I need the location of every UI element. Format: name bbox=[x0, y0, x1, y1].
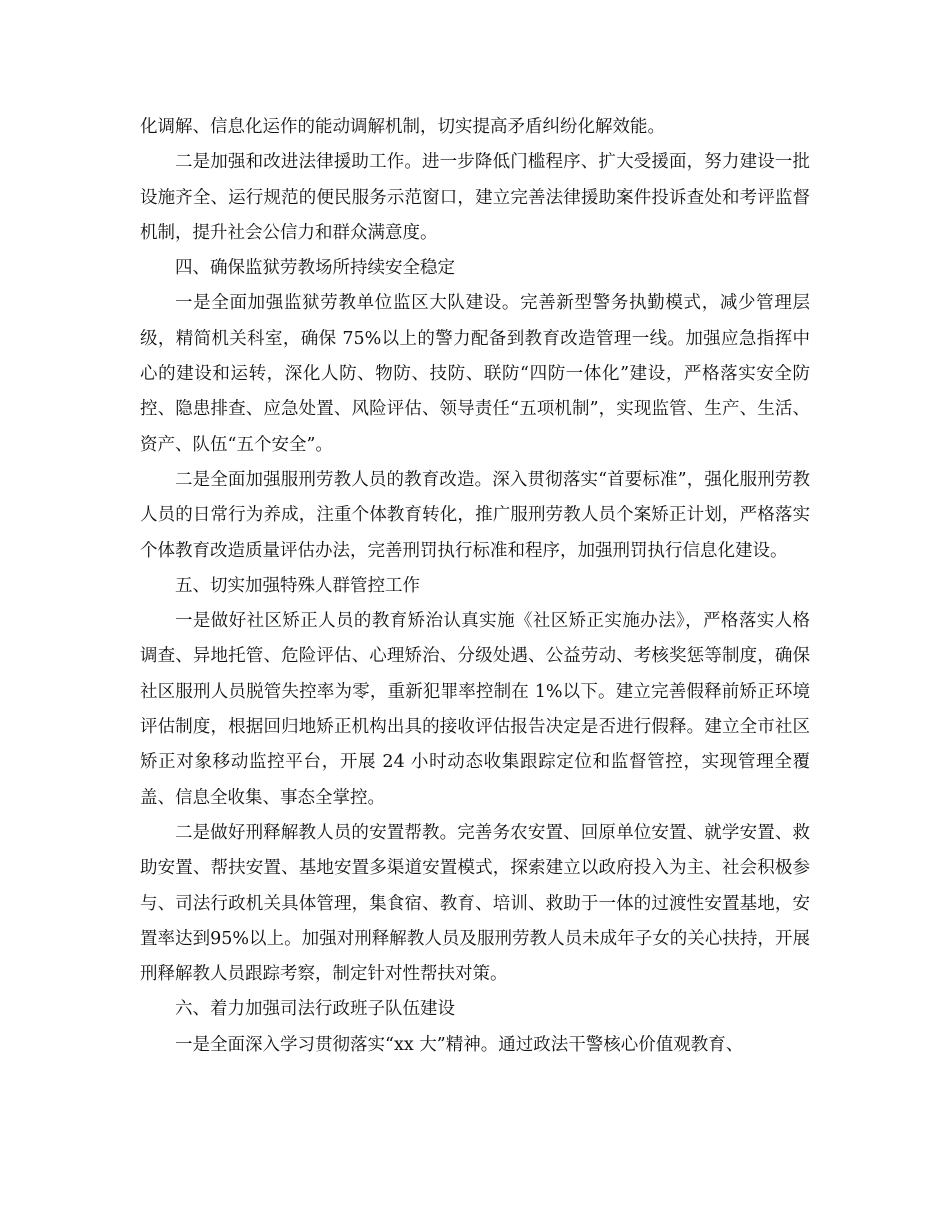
paragraph-community-correction: 一是做好社区矫正人员的教育矫治认真实施《社区矫正实施办法》，严格落实人格调查、异地托管、危险评估、心理矫治、分级处遇、公益劳动、考核奖惩等制度，确保社区服刑人员脱管失控率为零，重新犯罪率控制在 1%以下。建立完善假释前矫正环境评估制度，根据回归地矫正机构出具的接收评估报告决定是否进行假释。建立全市社区矫正对象移动监控平台，开展 24 小时动态收集跟踪定位和监督管控，实现管理全覆盖、信息全收集、事态全掌控。 bbox=[140, 611, 810, 808]
paragraph-prison-construction: 一是全面加强监狱劳教单位监区大队建设。完善新型警务执勤模式，减少管理层级，精简机关科室，确保 75%以上的警力配备到教育改造管理一线。加强应急指挥中心的建设和运转，深化人防、物防、技防、联防“四防一体化”建设，严格落实安全防控、隐患排查、应急处置、风险评估、领导责任“五项机制”，实现监管、生产、生活、资产、队伍“五个安全”。 bbox=[140, 293, 810, 455]
section-heading-special-groups: 五、切实加强特殊人群管控工作 bbox=[175, 575, 420, 596]
document-body bbox=[140, 110, 810, 1063]
paragraph-education-reform: 二是全面加强服刑劳教人员的教育改造。深入贯彻落实“首要标准”，强化服刑劳教人员的日常行为养成，注重个体教育转化，推广服刑劳教人员个案矫正计划，严格落实个体教育改造质量评估办法，完善刑罚执行标准和程序，加强刑罚执行信息化建设。 bbox=[140, 469, 810, 561]
paragraph-resettlement: 二是做好刑释解教人员的安置帮教。完善务农安置、回原单位安置、就学安置、救助安置、帮扶安置、基地安置多渠道安置模式，探索建立以政府投入为主、社会积极参与、司法行政机关具体管理，集食宿、教育、培训、救助于一体的过渡性安置基地，安置率达到95%以上。加强对刑释解教人员及服刑劳教人员未成年子女的关心扶持，开展刑释解教人员跟踪考察，制定针对性帮扶对策。 bbox=[140, 822, 810, 985]
paragraph-study-spirit: 一是全面深入学习贯彻落实“xx 大”精神。通过政法干警核心价值观教育、 bbox=[175, 1034, 744, 1055]
section-heading-team-building: 六、着力加强司法行政班子队伍建设 bbox=[175, 999, 455, 1020]
paragraph-continuation: 化调解、信息化运作的能动调解机制，切实提高矛盾纠纷化解效能。 bbox=[140, 117, 665, 137]
paragraph-legal-aid: 二是加强和改进法律援助工作。进一步降低门槛程序、扩大受援面，努力建设一批设施齐全、运行规范的便民服务示范窗口，建立完善法律援助案件投诉查处和考评监督机制，提升社会公信力和群众满意度。 bbox=[140, 152, 810, 243]
section-heading-prison-safety: 四、确保监狱劳教场所持续安全稳定 bbox=[175, 258, 455, 279]
